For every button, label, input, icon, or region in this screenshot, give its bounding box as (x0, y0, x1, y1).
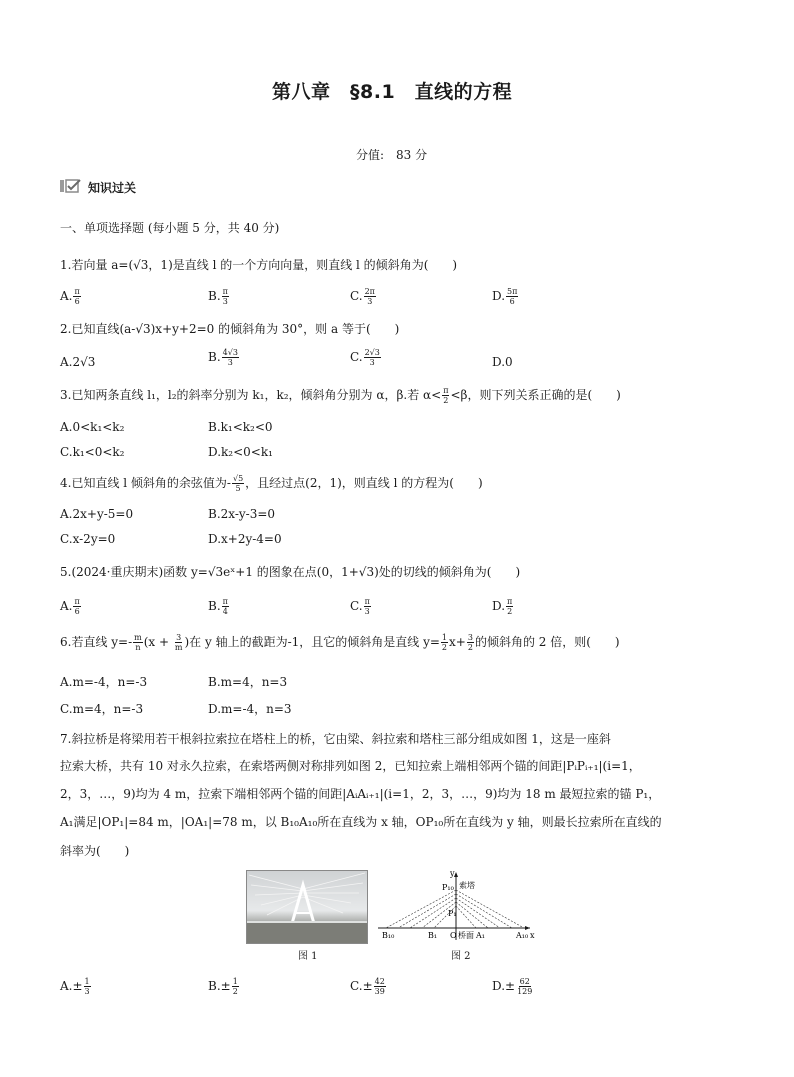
fig2-o-label: O (450, 931, 457, 940)
bridge-photo (246, 870, 368, 944)
q3-option-d[interactable]: D.k₂<0<k₁ (208, 445, 273, 459)
fig2-a10-label: A₁₀ (516, 931, 529, 940)
q6-option-a[interactable]: A.m=-4，n=-3 (60, 675, 148, 689)
q2-stem: 2.已知直线(a-√3)x+y+2=0 的倾斜角为 30°，则 a 等于( ) (60, 322, 400, 336)
q7-line-5: 斜率为( ) (60, 844, 130, 858)
q3-option-a[interactable]: A.0<k₁<k₂ (60, 420, 125, 434)
fig2-tower-label: 索塔 (459, 881, 475, 890)
q1-stem: 1.若向量 a=(√3，1)是直线 l 的一个方向向量，则直线 l 的倾斜角为( ) (60, 258, 458, 272)
q2-option-b[interactable]: B. $\frac{4√3}{3}$ (208, 348, 238, 367)
fig2-b10-label: B₁₀ (382, 931, 395, 940)
q7-option-a[interactable]: A.± $\frac{1}{3}$ (60, 977, 90, 996)
q7-line-3: 2，3，…，9)均为 4 m，拉索下端相邻两个锚的间距|AᵢAᵢ₊₁|(i=1，2，3，…，9)均为 18 m 最短拉索的锚 P₁， (60, 787, 661, 801)
q3-option-c[interactable]: C.k₁<0<k₂ (60, 445, 125, 459)
fig2-y-label: y (450, 869, 455, 878)
q5-stem: 5.(2024·重庆期末)函数 y=√3eˣ+1 的图象在点(0，1+√3)处的切线的倾斜角为( ) (60, 565, 521, 579)
fig2-x-label: x (530, 931, 535, 940)
q7-line-1: 7.斜拉桥是将梁用若干根斜拉索拉在塔柱上的桥，它由梁、斜拉索和塔柱三部分组成如图 1，这是一座斜 (60, 732, 611, 746)
q4-option-b[interactable]: B.2x-y-3=0 (208, 507, 276, 521)
q6-stem: 6.若直线 y=- $\frac{m}{n}$ (x + $\frac{3}{m}$ )在 y 轴上的截距为-1，且它的倾斜角是直线 y= $\frac{1}{2}$ x+ $\frac{3}{2}$ 的倾斜角的 2 倍，则( ) (60, 633, 620, 652)
fig2-b1-label: B₁ (428, 931, 438, 940)
q4-option-c[interactable]: C.x-2y=0 (60, 532, 116, 546)
figure-2-caption: 图 2 (451, 951, 471, 962)
q4-stem: 4.已知直线 l 倾斜角的余弦值为- $\frac{√5}{5}$ ，且经过点(2，1)，则直线 l 的方程为( ) (60, 474, 483, 493)
section-heading (60, 179, 136, 196)
fig2-p10-label: P₁₀ (442, 883, 454, 892)
q6-option-d[interactable]: D.m=-4，n=3 (208, 702, 292, 716)
q1-option-a[interactable]: A. $\frac{\pi}{6}$ (60, 287, 80, 306)
q2-option-c[interactable]: C. $\frac{2√3}{3}$ (350, 348, 380, 367)
q4-option-d[interactable]: D.x+2y-4=0 (208, 532, 282, 546)
q5-option-b[interactable]: B. $\frac{\pi}{4}$ (208, 597, 228, 616)
q7-option-c[interactable]: C.± $\frac{42}{39}$ (350, 977, 385, 996)
q7-option-b[interactable]: B.± $\frac{1}{2}$ (208, 977, 238, 996)
q6-option-b[interactable]: B.m=4，n=3 (208, 675, 288, 689)
bridge-diagram (378, 868, 538, 944)
q2-option-a[interactable]: A.2√3 (60, 355, 96, 369)
q1-option-c[interactable]: C. $\frac{2\pi}{3}$ (350, 287, 375, 306)
part-heading: 一、单项选择题 (每小题 5 分，共 40 分) (60, 221, 280, 235)
q1-option-b[interactable]: B. $\frac{\pi}{3}$ (208, 287, 228, 306)
q7-line-4: A₁满足|OP₁|=84 m，|OA₁|=78 m，以 B₁₀A₁₀所在直线为 x 轴，OP₁₀所在直线为 y 轴，则最长拉索所在直线的 (60, 815, 662, 829)
q4-option-a[interactable]: A.2x+y-5=0 (60, 507, 134, 521)
fig2-a1-label: A₁ (476, 931, 485, 940)
q6-option-c[interactable]: C.m=4，n=-3 (60, 702, 144, 716)
q3-option-b[interactable]: B.k₁<k₂<0 (208, 420, 273, 434)
q5-option-c[interactable]: C. $\frac{\pi}{3}$ (350, 597, 370, 616)
q5-option-d[interactable]: D. $\frac{\pi}{2}$ (492, 597, 513, 616)
section-heading-label: 知识过关 (88, 181, 137, 195)
score-label: 分值: 83 分 (356, 148, 428, 162)
checklist-icon (60, 179, 82, 196)
q3-stem: 3.已知两条直线 l₁，l₂的斜率分别为 k₁，k₂，倾斜角分别为 α，β.若 α< $\frac{\pi}{2}$ <β，则下列关系正确的是( ) (60, 386, 621, 405)
page-title: 第八章 §8.1 直线的方程 (272, 81, 513, 103)
q7-line-2: 拉索大桥，共有 10 对永久拉索，在索塔两侧对称排列如图 2，已知拉索上端相邻两个锚的间距|PᵢPᵢ₊₁|(i=1， (60, 759, 641, 773)
q7-option-d[interactable]: D.± $\frac{62}{129}$ (492, 977, 533, 996)
q2-option-d[interactable]: D.0 (492, 355, 513, 369)
q1-option-d[interactable]: D. $\frac{5\pi}{6}$ (492, 287, 518, 306)
figure-1-caption: 图 1 (298, 951, 318, 962)
q5-option-a[interactable]: A. $\frac{\pi}{6}$ (60, 597, 80, 616)
fig2-p1-label: P₁ (448, 909, 457, 918)
fig2-deck-label: 桥面 (458, 931, 474, 940)
